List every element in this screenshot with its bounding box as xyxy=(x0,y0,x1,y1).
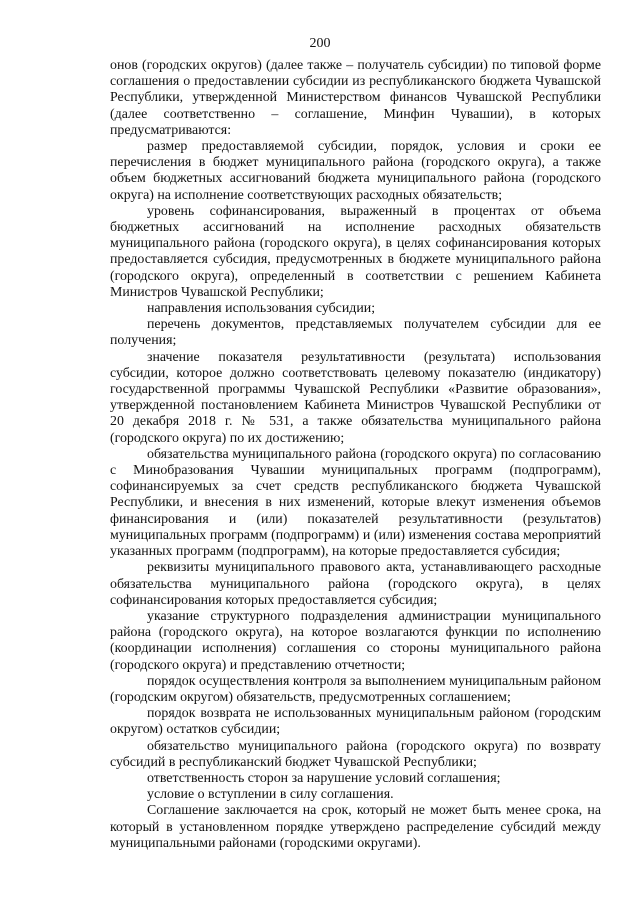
paragraph-responsible-unit: указание структурного подразделения администрации муниципального района (городского округа), на которое возлагаются функции по исполнению (координации исполнения) соглашения со стороны муниципального района (городского округа) и представлению отчетности; xyxy=(110,608,601,673)
paragraph-cofinancing-level: уровень софинансирования, выраженный в процентах от объема бюджетных ассигнований на исполнение расходных обязательств муниципального района (городского округа), в целях софинансирования которых предоставляется субсидия, предусмотренных в бюджете муниципального района (городского округа), определенный в соответствии с решением Кабинета Министров Чувашской Республики; xyxy=(110,203,601,300)
paragraph-entry-into-force: условие о вступлении в силу соглашения. xyxy=(147,787,394,803)
paragraph-continuation: онов (городских округов) (далее также – получатель субсидии) по типовой форме соглашения о предоставлении субсидии из республиканского бюджета Чувашской Республики, утвержденной Министерством финансов Чувашской Республики (далее соответственно – соглашение, Минфин Чувашии), в которых предусматриваются: xyxy=(110,58,601,138)
paragraph-liability: ответственность сторон за нарушение условий соглашения; xyxy=(147,770,501,786)
paragraph-performance-indicator: значение показателя результативности (результата) использования субсидии, которое должно соответствовать целевому показателю (индикатору) государственной программы Чувашской Республики «Развитие образования», утвержденной постановлением Кабинета Министров Чувашской Республики от 20 декабря 2018 г. № 531, а также обязательства муниципального района (городского округа) по их достижению; xyxy=(110,349,601,446)
paragraph-program-obligations: обязательства муниципального района (городского округа) по согласованию с Минобразования Чувашии муниципальных программ (подпрограмм), софинансируемых за счет средств республиканского бюджета Чувашской Республики, и внесения в них изменений, которые влекут изменения объемов финансирования и (или) показателей результативности (результатов) муниципальных программ (подпрограмм) и (или) изменения состава мероприятий указанных программ (подпрограмм), на которые предоставляется субсидия; xyxy=(110,446,601,560)
paragraph-return-procedure: порядок возврата не использованных муниципальным районом (городским округом) остатков субсидии; xyxy=(110,706,601,738)
paragraph-subsidy-amount: размер предоставляемой субсидии, порядок, условия и сроки ее перечисления в бюджет муниципального района (городского округа), а также объем бюджетных ассигнований бюджета муниципального района (городского округа) на исполнение соответствующих расходных обязательств; xyxy=(110,139,601,203)
paragraph-control-procedure: порядок осуществления контроля за выполнением муниципальным районом (городским округом) обязательств, предусмотренных соглашением; xyxy=(110,673,601,705)
paragraph-usage-directions: направления использования субсидии; xyxy=(147,301,376,317)
paragraph-return-obligation: обязательство муниципального района (городского округа) по возврату субсидий в республиканский бюджет Чувашской Республики; xyxy=(110,738,601,770)
body-text xyxy=(110,58,601,852)
page-number: 200 xyxy=(309,36,331,51)
paragraph-agreement-term: Соглашение заключается на срок, который не может быть менее срока, на который в установленном порядке утверждено распределение субсидий между муниципальными районами (городскими округами). xyxy=(110,803,601,851)
paragraph-legal-act-details: реквизиты муниципального правового акта, устанавливающего расходные обязательства муниципального района (городского округа), в целях софинансирования которых предоставляется субсидия; xyxy=(110,560,601,608)
paragraph-documents-list: перечень документов, представляемых получателем субсидии для ее получения; xyxy=(110,317,601,349)
